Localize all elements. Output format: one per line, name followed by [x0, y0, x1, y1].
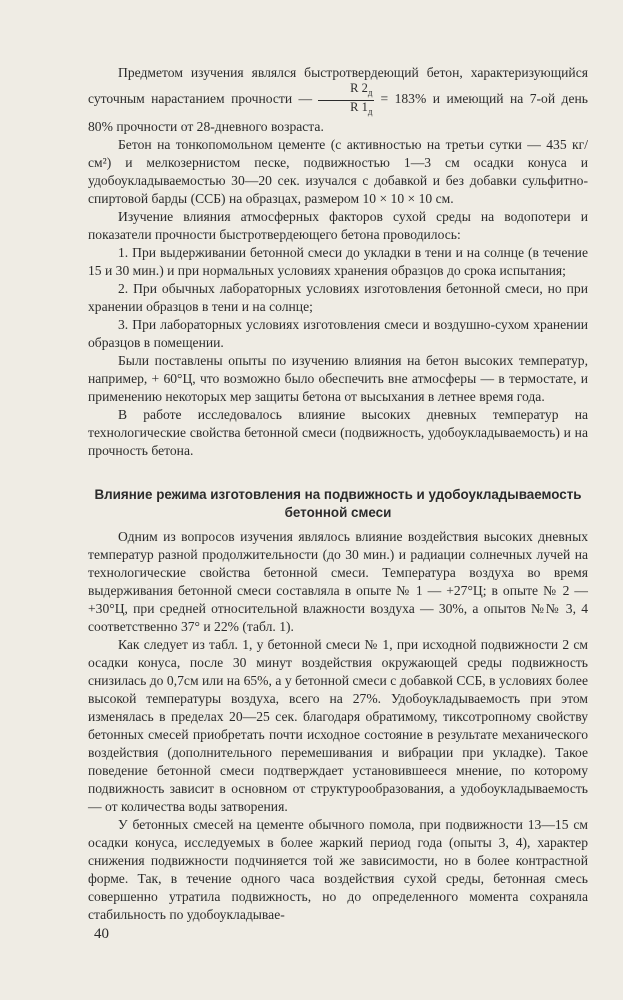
intro-paragraph-3: Изучение влияния атмосферных факторов сухой среды на водопотери и показатели прочности быстротвердеющего бетона проводилось: — [88, 209, 588, 242]
section-paragraph-3: У бетонных смесей на цементе обычного помола, при подвижности 13—15 см осадки конуса, исследуемых в более жаркий период года (опыты 3, 4), характер снижения подвижности подчиняется той же зависимости, но в более контрастной форме. Так, в течение одного часа воздействия сухой среды, бетонная смесь совершенно утратила подвижность, но до определенного момента сохраняла стабильность по удобоукладывае- — [88, 817, 588, 922]
fraction-denominator — [318, 101, 374, 119]
section-heading: Влияние режима изготовления на подвижность и удобоукладываемость бетонной смеси — [94, 487, 582, 520]
intro-paragraph-8: В работе исследовалось влияние высоких дневных температур на технологические свойства бетонной смеси (подвижность, удобоукладываемость) и на прочность бетона. — [88, 407, 588, 458]
intro-paragraph-1 — [88, 64, 588, 136]
section-paragraph-1: Одним из вопросов изучения являлось влияние воздействия высоких дневных температур разной продолжительности (до 30 мин.) и радиации солнечных лучей на технологические свойства бетонной смеси. Температура воздуха во время выдерживания бетонной смеси составляла в опыте № 1 — +27°Ц; в опыте № 2 — +30°Ц, при средней относительной влажности воздуха — 30%, а опытов №№ 3, 4 соответственно 37° и 22% (табл. 1). — [88, 529, 588, 634]
intro-list-item-3: 3. При лабораторных условиях изготовления смеси и воздушно-сухом хранении образцов в помещении. — [88, 317, 588, 350]
section-body — [88, 528, 588, 924]
numerator-sub: д — [367, 87, 373, 98]
fraction-numerator — [318, 82, 374, 101]
numerator-text: R 2 — [350, 81, 368, 95]
strength-ratio-fraction — [318, 82, 374, 118]
intro-paragraph-2: Бетон на тонкопомольном цементе (с активностью на третьи сутки — 435 кг/см²) и мелкозернистом песке, подвижностью 1—3 см осадки конуса и удобоукладываемостью 30—20 сек. изучался с добавкой и без добавки сульфитно-спиртовой барды (ССБ) на образцах, размером 10 × 10 × 10 см. — [88, 137, 588, 206]
intro-p1-text: Предметом изучения являлся быстротвердеющий бетон, характеризующийся суточным нарастанием прочности — — [88, 65, 588, 107]
denominator-sub: д — [367, 106, 373, 116]
page-number: 40 — [94, 926, 109, 942]
intro-block — [88, 64, 588, 460]
section-paragraph-2: Как следует из табл. 1, у бетонной смеси № 1, при исходной подвижности 2 см осадки конуса, после 30 минут воздействия окружающей среды подвижность снизилась до 0,7см или на 65%, а у бетонной смеси с добавкой ССБ, в условиях более высокой температуры воздуха, всего на 27%. Удобоукладываемость при этом изменялась в пределах 20—25 сек. благодаря обратимому, тиксотропному свойству бетонных смесей приобретать почти исходное состояние в результате механического воздействия (дополнительного перемешивания и вибрации при укладке). Такое поведение бетонной смеси подтверждает установившееся мнение, по которому подвижность зависит в основном от структурообразования, а удобоукладываемость — от количества воды затворения. — [88, 637, 588, 814]
intro-list-item-1: 1. При выдерживании бетонной смеси до укладки в тени и на солнце (в течение 15 и 30 мин.) и при нормальных условиях хранения образцов до срока испытания; — [88, 245, 588, 278]
intro-p1-after: = 183% и имеющий на 7-ой день 80% прочности от 28-дневного возраста. — [88, 91, 588, 134]
intro-paragraph-7: Были поставлены опыты по изучению влияния на бетон высоких температур, например, + 60°Ц, что возможно было обеспечить вне атмосферы — в термостате, и применению некоторых мер защиты бетона от высыхания в летнее время года. — [88, 353, 588, 404]
intro-list-item-2: 2. При обычных лабораторных условиях изготовления бетонной смеси, но при хранении образцов в тени и на солнце; — [88, 281, 588, 314]
denominator-text: R 1 — [350, 99, 368, 114]
